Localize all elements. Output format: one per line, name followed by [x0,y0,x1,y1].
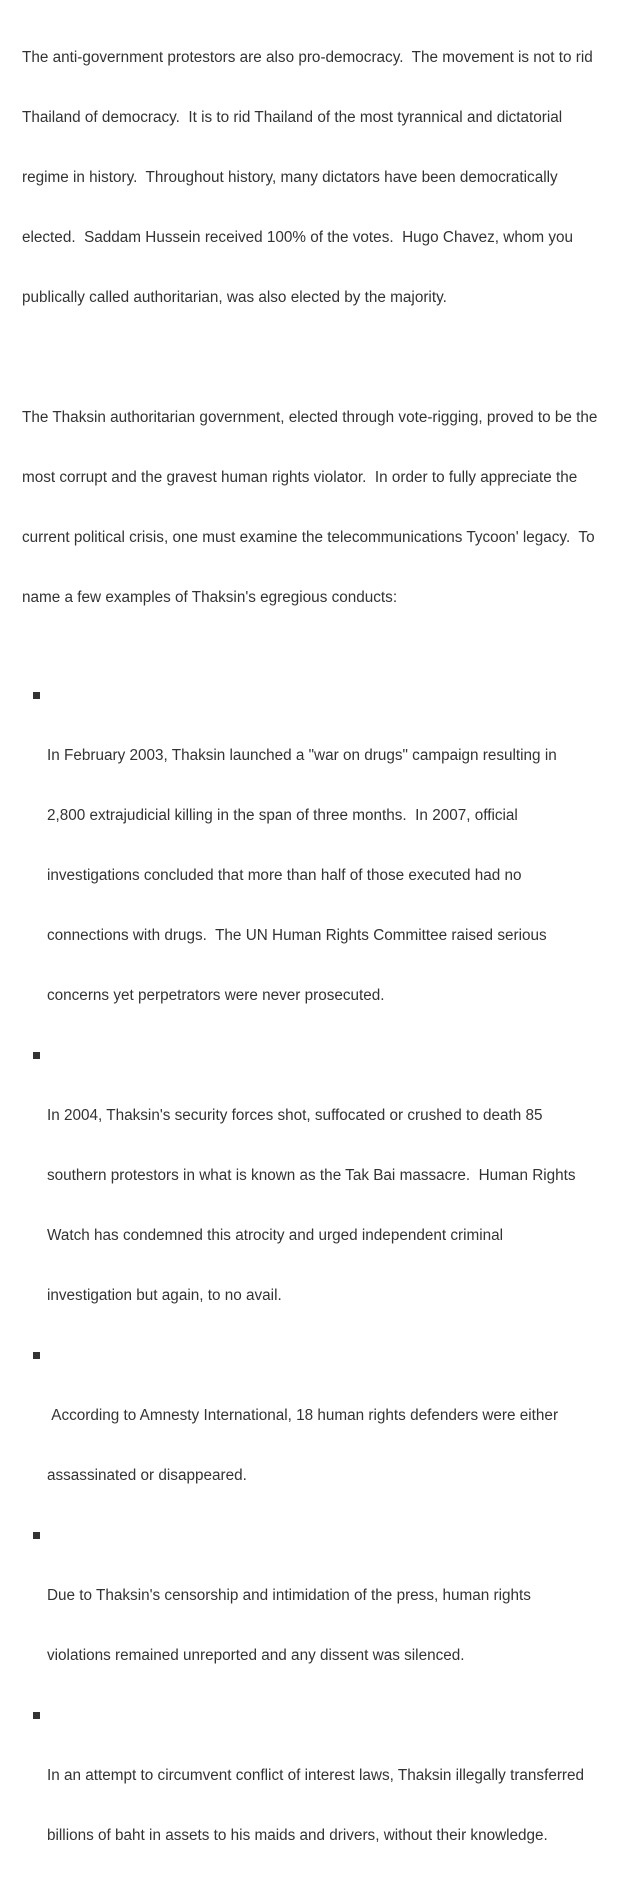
paragraph-thaksin-government [22,368,617,648]
text-line: most corrupt and the gravest human rights violator. In order to fully appreciate the [22,469,578,486]
conduct-list [22,686,617,1886]
list-item [22,1706,617,1886]
text-line: In an attempt to circumvent conflict of interest laws, Thaksin illegally transferred [47,1767,585,1784]
text-line: southern protestors in what is known as the Tak Bai massacre. Human Rights [47,1167,576,1184]
text-line: In 2004, Thaksin's security forces shot, suffocated or crushed to death 85 [47,1107,543,1124]
list-item [22,1526,617,1706]
bullet-square-icon [33,1052,40,1059]
text-line: concerns yet perpetrators were never prosecuted. [47,987,385,1004]
text-line: name a few examples of Thaksin's egregious conducts: [22,589,398,606]
text-line: assassinated or disappeared. [47,1467,247,1484]
paragraph-protestors [22,8,617,348]
text-line: Due to Thaksin's censorship and intimidation of the press, human rights [47,1587,531,1604]
text-line: investigations concluded that more than half of those executed had no [47,867,522,884]
list-item [22,1346,617,1526]
bullet-square-icon [33,1532,40,1539]
list-item [22,686,617,1046]
text-line: The Thaksin authoritarian government, elected through vote-rigging, proved to be the [22,409,598,426]
text-line: current political crisis, one must examine the telecommunications Tycoon' legacy. To [22,529,595,546]
text-line: According to Amnesty International, 18 human rights defenders were either [47,1407,559,1424]
list-item [22,1046,617,1346]
text-line: Watch has condemned this atrocity and urged independent criminal [47,1227,504,1244]
text-line: elected. Saddam Hussein received 100% of the votes. Hugo Chavez, whom you [22,229,573,246]
text-line: regime in history. Throughout history, many dictators have been democratically [22,169,558,186]
text-line: investigation but again, to no avail. [47,1287,282,1304]
text-line: The anti-government protestors are also pro-democracy. The movement is not to rid [22,49,593,66]
text-line: Thailand of democracy. It is to rid Thailand of the most tyrannical and dictatorial [22,109,563,126]
text-line: connections with drugs. The UN Human Rights Committee raised serious [47,927,547,944]
text-line: publically called authoritarian, was also elected by the majority. [22,289,447,306]
document-body [22,8,617,1886]
bullet-square-icon [33,692,40,699]
text-line: 2,800 extrajudicial killing in the span of three months. In 2007, official [47,807,518,824]
text-line: violations remained unreported and any dissent was silenced. [47,1647,465,1664]
bullet-square-icon [33,1712,40,1719]
text-line: In February 2003, Thaksin launched a "war on drugs" campaign resulting in [47,747,557,764]
text-line: billions of baht in assets to his maids and drivers, without their knowledge. [47,1827,548,1844]
bullet-square-icon [33,1352,40,1359]
